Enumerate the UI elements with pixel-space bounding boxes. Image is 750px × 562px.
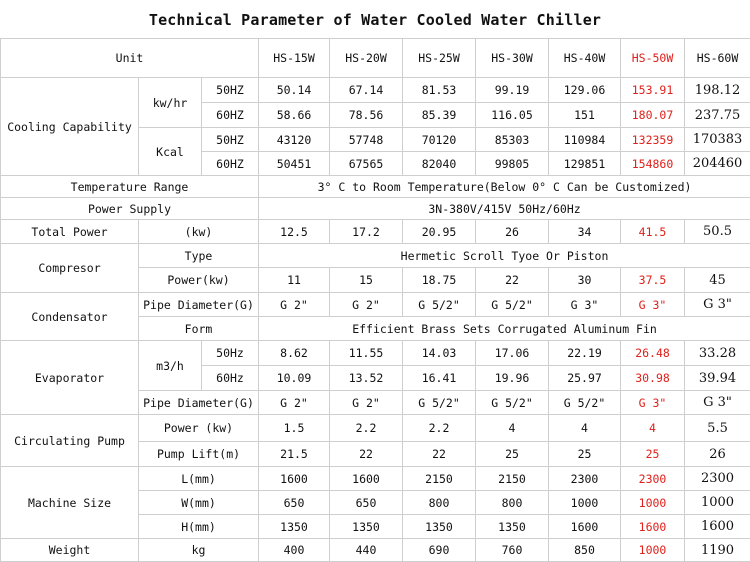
model-header: HS-40W	[549, 39, 621, 78]
value-cell: 1000	[549, 491, 621, 515]
value-cell: 50451	[259, 152, 330, 176]
value-cell: G 2"	[259, 391, 330, 415]
value-cell: 5.5	[685, 415, 750, 442]
form-value: Efficient Brass Sets Corrugated Aluminum Fin	[259, 317, 750, 341]
table-row	[1, 467, 750, 491]
value-cell: 34	[549, 220, 621, 244]
value-cell: 440	[330, 539, 403, 562]
freq-label: 60Hz	[202, 366, 259, 391]
value-cell-highlight: 180.07	[621, 103, 685, 128]
temperature-value: 3° C to Room Temperature(Below 0° C Can be Customized)	[259, 176, 750, 198]
pump-label: Circulating Pump	[1, 415, 139, 467]
value-cell: 2150	[403, 467, 476, 491]
value-cell: 760	[476, 539, 549, 562]
machine-size-label: Machine Size	[1, 467, 139, 539]
value-cell-highlight: G 3"	[621, 391, 685, 415]
weight-label: Weight	[1, 539, 139, 562]
freq-label: 60HZ	[202, 152, 259, 176]
value-cell: 82040	[403, 152, 476, 176]
table-row	[1, 198, 750, 220]
value-cell: 67.14	[330, 78, 403, 103]
unit-header: Unit	[1, 39, 259, 78]
value-cell: 204460	[685, 152, 750, 176]
value-cell: 2150	[476, 467, 549, 491]
compressor-power-label: Power(kw)	[139, 268, 259, 293]
value-cell: 67565	[330, 152, 403, 176]
table-title: Technical Parameter of Water Cooled Water Chiller	[0, 0, 750, 38]
temperature-label: Temperature Range	[1, 176, 259, 198]
value-cell: 2300	[685, 467, 750, 491]
value-cell: 17.06	[476, 341, 549, 366]
value-cell: 85.39	[403, 103, 476, 128]
value-cell: 19.96	[476, 366, 549, 391]
total-power-unit: (kw)	[139, 220, 259, 244]
value-cell: G 5/2"	[476, 391, 549, 415]
compressor-type-label: Type	[139, 244, 259, 268]
value-cell-highlight: 1000	[621, 491, 685, 515]
value-cell: 2300	[549, 467, 621, 491]
value-cell: 50.5	[685, 220, 750, 244]
value-cell-highlight: 26.48	[621, 341, 685, 366]
value-cell: 99.19	[476, 78, 549, 103]
value-cell-highlight: 132359	[621, 128, 685, 152]
value-cell: 1350	[476, 515, 549, 539]
value-cell: 22	[403, 442, 476, 467]
value-cell-highlight: G 3"	[621, 293, 685, 317]
value-cell: G 5/2"	[476, 293, 549, 317]
value-cell: 33.28	[685, 341, 750, 366]
value-cell: 12.5	[259, 220, 330, 244]
value-cell: G 3"	[685, 293, 750, 317]
value-cell: 15	[330, 268, 403, 293]
value-cell: 25.97	[549, 366, 621, 391]
model-header: HS-60W	[685, 39, 750, 78]
value-cell: G 2"	[330, 293, 403, 317]
value-cell: 11.55	[330, 341, 403, 366]
value-cell-highlight: 1600	[621, 515, 685, 539]
value-cell: 8.62	[259, 341, 330, 366]
value-cell: 4	[476, 415, 549, 442]
value-cell: 18.75	[403, 268, 476, 293]
value-cell: G 5/2"	[549, 391, 621, 415]
freq-label: 50HZ	[202, 78, 259, 103]
model-header-highlight: HS-50W	[621, 39, 685, 78]
value-cell: 116.05	[476, 103, 549, 128]
value-cell: 39.94	[685, 366, 750, 391]
value-cell: 800	[476, 491, 549, 515]
value-cell: 13.52	[330, 366, 403, 391]
compressor-type-value: Hermetic Scroll Tyoe Or Piston	[259, 244, 750, 268]
value-cell: 58.66	[259, 103, 330, 128]
evaporator-pipe-label: Pipe Diameter(G)	[139, 391, 259, 415]
value-cell: G 3"	[549, 293, 621, 317]
table-row	[1, 220, 750, 244]
cooling-label: Cooling Capability	[1, 78, 139, 176]
pump-power-label: Power (kw)	[139, 415, 259, 442]
value-cell: 650	[330, 491, 403, 515]
value-cell-highlight: 41.5	[621, 220, 685, 244]
width-label: W(mm)	[139, 491, 259, 515]
model-header: HS-20W	[330, 39, 403, 78]
value-cell: G 5/2"	[403, 391, 476, 415]
value-cell: 129.06	[549, 78, 621, 103]
table-row	[1, 415, 750, 442]
value-cell: 650	[259, 491, 330, 515]
form-label: Form	[139, 317, 259, 341]
value-cell: 45	[685, 268, 750, 293]
kw-label: kw/hr	[139, 78, 202, 128]
table-row	[1, 341, 750, 366]
value-cell-highlight: 1000	[621, 539, 685, 562]
length-label: L(mm)	[139, 467, 259, 491]
freq-label: 60HZ	[202, 103, 259, 128]
value-cell: 2.2	[330, 415, 403, 442]
flow-label: m3/h	[139, 341, 202, 391]
value-cell: 25	[549, 442, 621, 467]
value-cell: 1600	[259, 467, 330, 491]
value-cell: 1000	[685, 491, 750, 515]
value-cell: 85303	[476, 128, 549, 152]
condensator-pipe-label: Pipe Diameter(G)	[139, 293, 259, 317]
value-cell: 800	[403, 491, 476, 515]
model-header: HS-25W	[403, 39, 476, 78]
value-cell: 1350	[330, 515, 403, 539]
value-cell: 17.2	[330, 220, 403, 244]
value-cell: G 5/2"	[403, 293, 476, 317]
value-cell: G 3"	[685, 391, 750, 415]
kcal-label: Kcal	[139, 128, 202, 176]
compressor-label: Compresor	[1, 244, 139, 293]
condensator-label: Condensator	[1, 293, 139, 341]
value-cell: 26	[685, 442, 750, 467]
value-cell: 2.2	[403, 415, 476, 442]
value-cell: 11	[259, 268, 330, 293]
total-power-label: Total Power	[1, 220, 139, 244]
value-cell: 43120	[259, 128, 330, 152]
value-cell: 151	[549, 103, 621, 128]
header-row	[1, 39, 750, 78]
value-cell: 50.14	[259, 78, 330, 103]
value-cell-highlight: 2300	[621, 467, 685, 491]
value-cell: 1600	[685, 515, 750, 539]
value-cell: 16.41	[403, 366, 476, 391]
freq-label: 50Hz	[202, 341, 259, 366]
table-row	[1, 539, 750, 562]
table-row	[1, 78, 750, 103]
value-cell: 70120	[403, 128, 476, 152]
power-supply-value: 3N-380V/415V 50Hz/60Hz	[259, 198, 750, 220]
value-cell: 1600	[549, 515, 621, 539]
value-cell: 850	[549, 539, 621, 562]
value-cell: G 2"	[259, 293, 330, 317]
value-cell: 10.09	[259, 366, 330, 391]
value-cell: 21.5	[259, 442, 330, 467]
value-cell: 99805	[476, 152, 549, 176]
value-cell: 198.12	[685, 78, 750, 103]
model-header: HS-15W	[259, 39, 330, 78]
value-cell: 25	[476, 442, 549, 467]
table-row	[1, 293, 750, 317]
value-cell: 1190	[685, 539, 750, 562]
value-cell: 690	[403, 539, 476, 562]
model-header: HS-30W	[476, 39, 549, 78]
table-row	[1, 244, 750, 268]
value-cell: 4	[549, 415, 621, 442]
value-cell: 30	[549, 268, 621, 293]
value-cell-highlight: 4	[621, 415, 685, 442]
value-cell: 57748	[330, 128, 403, 152]
value-cell: 129851	[549, 152, 621, 176]
value-cell: 237.75	[685, 103, 750, 128]
value-cell: 1350	[259, 515, 330, 539]
evaporator-label: Evaporator	[1, 341, 139, 415]
value-cell: 22	[330, 442, 403, 467]
spec-table	[0, 38, 750, 562]
value-cell: 22	[476, 268, 549, 293]
power-supply-label: Power Supply	[1, 198, 259, 220]
value-cell-highlight: 154860	[621, 152, 685, 176]
value-cell: 1.5	[259, 415, 330, 442]
value-cell: 81.53	[403, 78, 476, 103]
value-cell: 110984	[549, 128, 621, 152]
freq-label: 50HZ	[202, 128, 259, 152]
weight-unit: kg	[139, 539, 259, 562]
value-cell: 20.95	[403, 220, 476, 244]
value-cell-highlight: 37.5	[621, 268, 685, 293]
value-cell-highlight: 30.98	[621, 366, 685, 391]
value-cell: 22.19	[549, 341, 621, 366]
height-label: H(mm)	[139, 515, 259, 539]
value-cell: 170383	[685, 128, 750, 152]
table-row	[1, 176, 750, 198]
value-cell: 14.03	[403, 341, 476, 366]
value-cell-highlight: 25	[621, 442, 685, 467]
pump-lift-label: Pump Lift(m)	[139, 442, 259, 467]
value-cell: 78.56	[330, 103, 403, 128]
value-cell: 1600	[330, 467, 403, 491]
value-cell-highlight: 153.91	[621, 78, 685, 103]
value-cell: G 2"	[330, 391, 403, 415]
value-cell: 1350	[403, 515, 476, 539]
value-cell: 400	[259, 539, 330, 562]
value-cell: 26	[476, 220, 549, 244]
